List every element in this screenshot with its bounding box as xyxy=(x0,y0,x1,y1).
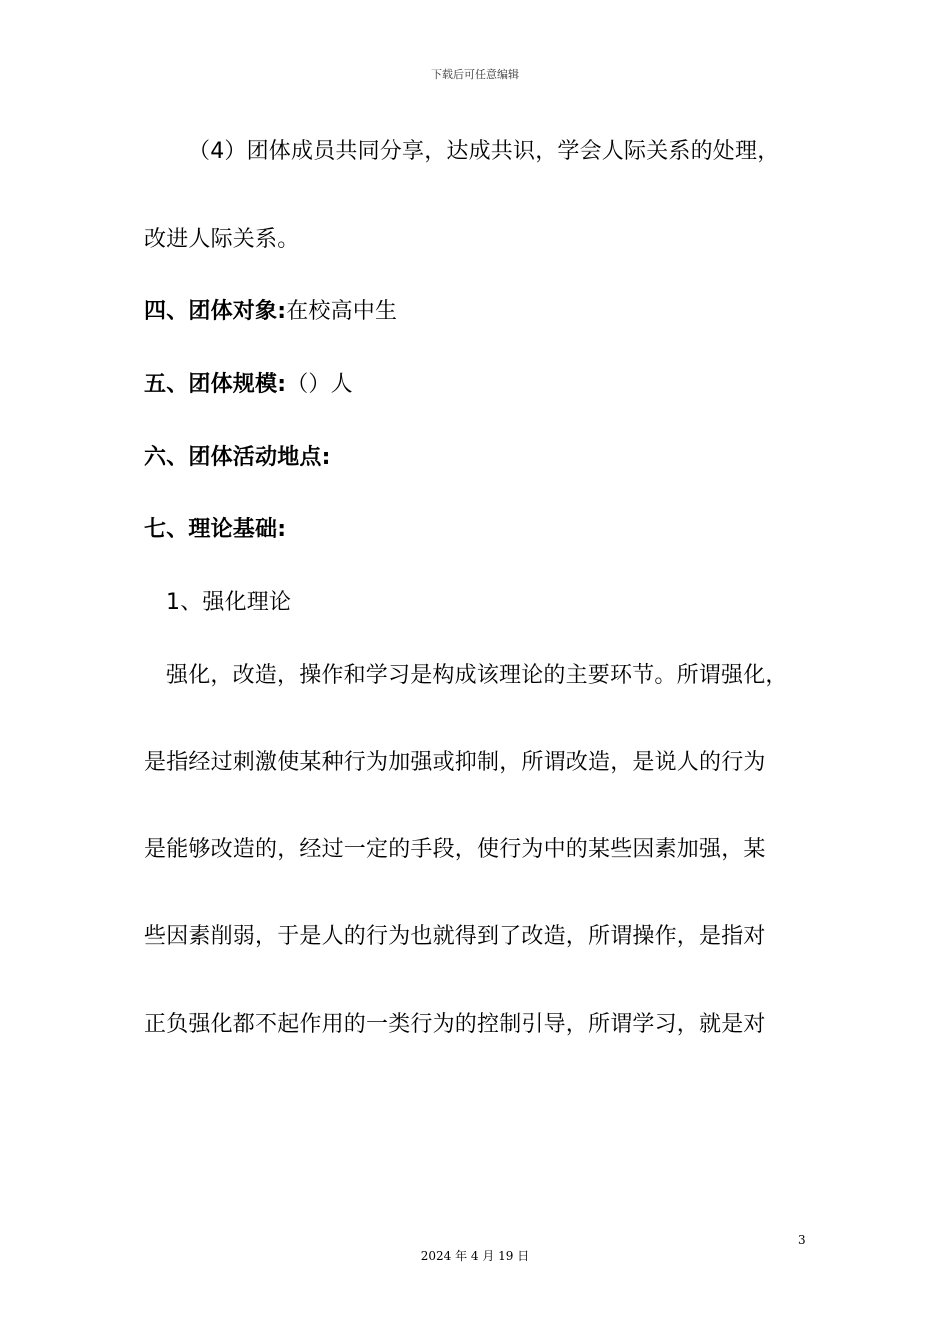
page-number: 3 xyxy=(798,1233,806,1247)
section-4-value: 在校高中生 xyxy=(286,299,398,324)
section-5-heading: 五、团体规模: xyxy=(144,372,287,397)
subsection-1-title: 1、强化理论 xyxy=(166,590,292,615)
header-note: 下载后可任意编辑 xyxy=(431,68,519,81)
paragraph-4-line-2: 改进人际关系。 xyxy=(144,227,300,252)
section-4 xyxy=(144,297,397,327)
section-7-heading: 七、理论基础: xyxy=(144,517,287,542)
footer-date: 2024 年 4 月 19 日 xyxy=(420,1249,530,1263)
paragraph-line-4: 些因素削弱，于是人的行为也就得到了改造，所谓操作，是指对 xyxy=(144,924,766,949)
section-5 xyxy=(144,370,353,400)
section-4-heading: 四、团体对象: xyxy=(144,299,287,324)
paragraph-4-line-1: （4）团体成员共同分享，达成共识，学会人际关系的处理， xyxy=(188,139,780,164)
paragraph-line-2: 是指经过刺激使某种行为加强或抑制，所谓改造，是说人的行为 xyxy=(144,750,766,775)
section-6-heading: 六、团体活动地点: xyxy=(144,445,331,470)
paragraph-line-1: 强化，改造，操作和学习是构成该理论的主要环节。所谓强化， xyxy=(166,663,788,688)
paragraph-line-5: 正负强化都不起作用的一类行为的控制引导，所谓学习，就是对 xyxy=(144,1012,766,1037)
section-5-value: （）人 xyxy=(286,372,353,397)
paragraph-line-3: 是能够改造的，经过一定的手段，使行为中的某些因素加强，某 xyxy=(144,837,766,862)
